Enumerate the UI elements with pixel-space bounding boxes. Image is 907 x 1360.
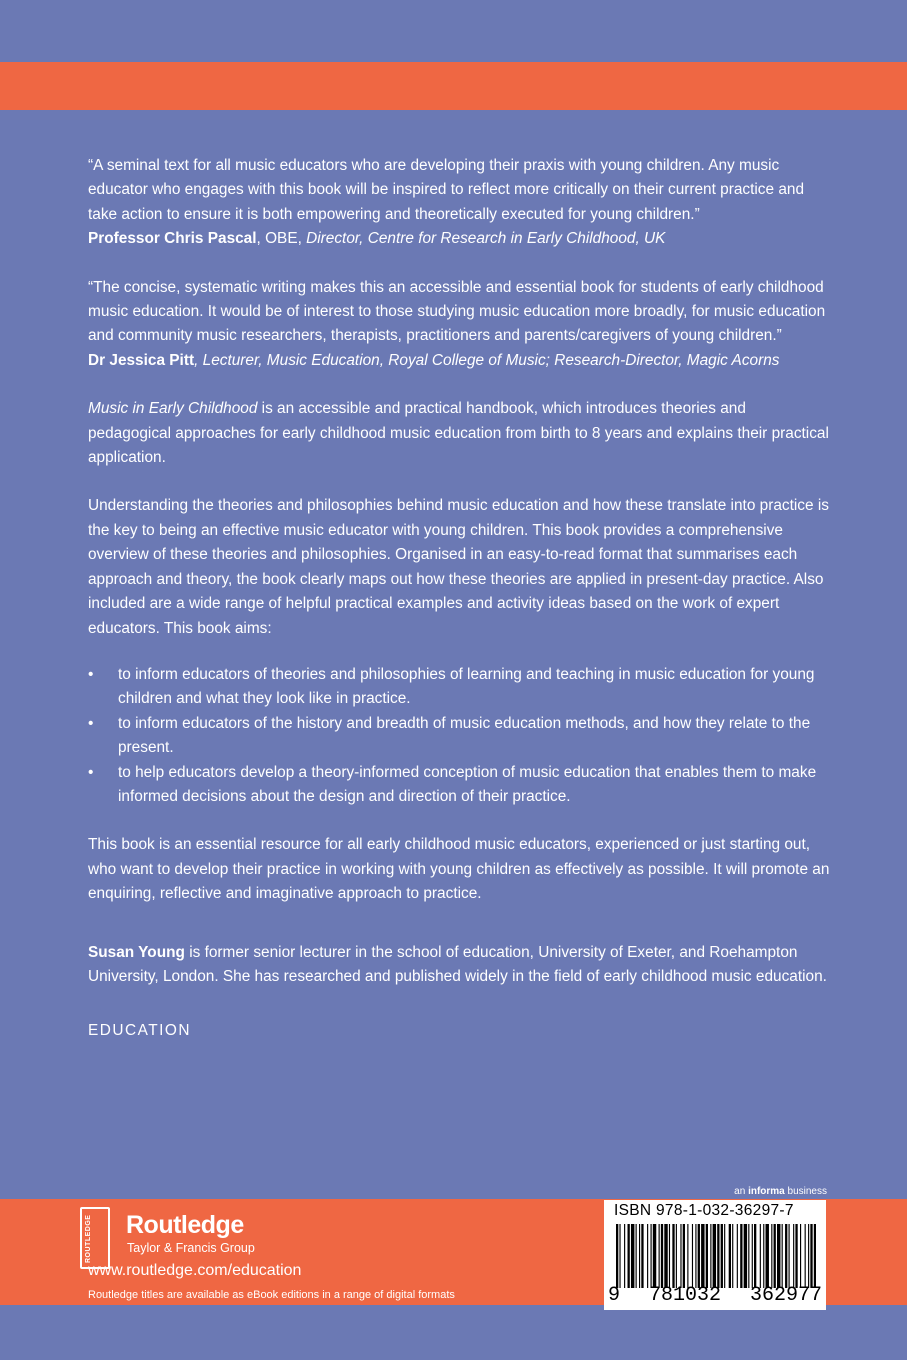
barcode-bars	[616, 1224, 816, 1288]
barcode-bar	[619, 1224, 620, 1288]
aims-list	[88, 663, 830, 809]
barcode-bar	[814, 1224, 816, 1288]
quote-pascal-role: Director, Centre for Research in Early Childhood, UK	[306, 230, 666, 248]
book-title: Music in Early Childhood	[88, 400, 258, 418]
barcode-bar	[721, 1224, 723, 1288]
isbn-barcode	[604, 1200, 826, 1310]
barcode-bar	[752, 1224, 753, 1288]
barcode-bar	[672, 1224, 674, 1288]
barcode-bar	[676, 1224, 677, 1288]
barcode-bar	[774, 1224, 776, 1288]
barcode-bar	[651, 1224, 652, 1288]
barcode-digit-group: 362977	[749, 1284, 822, 1307]
book-intro-text: is an accessible and practical handbook, which introduces theories and pedagogical approaches for early childhood music education from birth to 8 years and explains their practical application.	[88, 400, 829, 467]
barcode-bar	[710, 1224, 711, 1288]
barcode-bar	[729, 1224, 731, 1288]
publisher-group: Taylor & Francis Group	[127, 1241, 255, 1255]
barcode-bar	[713, 1224, 716, 1288]
barcode-bar	[717, 1224, 719, 1288]
barcode-bar	[805, 1224, 806, 1288]
ebook-note: Routledge titles are available as eBook editions in a range of digital formats	[88, 1289, 455, 1301]
aims-list-item: • to inform educators of the history and breadth of music education methods, and how they relate to the present.	[88, 712, 830, 761]
barcode-bar	[701, 1224, 704, 1288]
book-closing: This book is an essential resource for all early childhood music educators, experienced or just starting out, who want to develop their practice in working with young children as effectively as possible. It will promote an enquiring, reflective and imaginative approach to practice.	[88, 836, 830, 903]
informa-tagline: an informa business	[734, 1186, 827, 1197]
publisher-url[interactable]: www.routledge.com/education	[88, 1262, 302, 1279]
barcode-bar	[771, 1224, 772, 1288]
quote-pascal-attribution	[88, 227, 830, 251]
barcode-bar	[789, 1224, 790, 1288]
category-label: EDUCATION	[88, 1022, 191, 1040]
author-bio-text: is former senior lecturer in the school of education, University of Exeter, and Roehampton University, London. She has researched and published widely in the field of early childhood music education.	[88, 943, 827, 985]
barcode-bar	[624, 1224, 625, 1288]
barcode-bar	[766, 1224, 769, 1288]
barcode-bar	[777, 1224, 780, 1288]
barcode-bar	[754, 1224, 756, 1288]
quote-pitt-attribution	[88, 349, 830, 373]
barcode-bar	[740, 1224, 742, 1288]
barcode-bar	[782, 1224, 783, 1288]
barcode-bar	[631, 1224, 634, 1288]
barcode-bar	[760, 1224, 761, 1288]
barcode-bar	[706, 1224, 708, 1288]
quote-pascal: “A seminal text for all music educators who are developing their praxis with young children. Any music educator who engages with this book will be inspired to reflect more critically on their current practice and take action to ensure it is both empowering and theoretically executed for young children.”	[88, 157, 805, 223]
routledge-logo-text: ROUTLEDGE	[85, 1214, 92, 1264]
back-cover-text	[88, 154, 830, 1044]
barcode-bar	[810, 1224, 812, 1288]
barcode-bar	[695, 1224, 696, 1288]
barcode-bar	[698, 1224, 700, 1288]
top-orange-band	[0, 62, 907, 110]
barcode-bar	[647, 1224, 648, 1288]
barcode-bar	[641, 1224, 643, 1288]
barcode-bar	[763, 1224, 764, 1288]
barcode-bar	[692, 1224, 693, 1288]
author-bio	[88, 941, 830, 990]
barcode-digit-group: 9	[608, 1284, 621, 1307]
quote-pitt: “The concise, systematic writing makes this an accessible and essential book for students of early childhood music education. It would be of interest to those studying music education more broadly, for music education and community music researchers, therapists, practitioners and parents/caregivers of young children.”	[88, 278, 826, 345]
barcode-bar	[795, 1224, 797, 1288]
barcode-bar	[744, 1224, 747, 1288]
isbn-label: ISBN 978-1-032-36297-7	[614, 1202, 794, 1219]
barcode-bar	[732, 1224, 733, 1288]
author-name: Susan Young	[88, 943, 185, 961]
barcode-bar	[785, 1224, 787, 1288]
barcode-digits	[608, 1284, 822, 1307]
barcode-bar	[808, 1224, 809, 1288]
barcode-bar	[653, 1224, 656, 1288]
book-overview: Understanding the theories and philosophies behind music education and how these translate into practice is the key to being an effective music educator with young children. This book provides a comprehensive overview of these theories and philosophies. Organised in an easy-to-read format that summarises each approach and theory, the book clearly maps out how these theories are applied in present-day practice. Also included are a wide range of helpful practical examples and activity ideas based on the work of expert educators. This book aims:	[88, 497, 829, 637]
barcode-bar	[683, 1224, 685, 1288]
barcode-bar	[748, 1224, 749, 1288]
aims-list-item: • to help educators develop a theory-informed conception of music education that enables them to make informed decisions about the design and direction of their practice.	[88, 761, 830, 810]
barcode-bar	[724, 1224, 725, 1288]
barcode-bar	[737, 1224, 738, 1288]
barcode-bar	[669, 1224, 670, 1288]
barcode-bar	[639, 1224, 640, 1288]
quote-pitt-author: Dr Jessica Pitt	[88, 351, 195, 369]
barcode-bar	[628, 1224, 630, 1288]
barcode-bar	[616, 1224, 618, 1288]
barcode-bar	[664, 1224, 667, 1288]
barcode-digit-group: 781032	[648, 1284, 721, 1307]
barcode-bar	[661, 1224, 663, 1288]
barcode-bar	[680, 1224, 681, 1288]
publisher-name: Routledge	[126, 1211, 244, 1239]
aims-list-item: • to inform educators of theories and philosophies of learning and teaching in music education for young children and what they look like in practice.	[88, 663, 830, 712]
quote-pascal-honours: , OBE,	[256, 230, 307, 248]
quote-pitt-role: , Lecturer, Music Education, Royal College of Music; Research-Director, Magic Acorns	[194, 351, 780, 369]
barcode-bar	[636, 1224, 637, 1288]
book-intro	[88, 397, 830, 470]
barcode-bar	[687, 1224, 688, 1288]
quote-pascal-author: Professor Chris Pascal	[88, 230, 257, 248]
routledge-logo	[80, 1207, 110, 1269]
barcode-bar	[800, 1224, 801, 1288]
barcode-bar	[659, 1224, 660, 1288]
informa-brand: informa	[748, 1186, 785, 1197]
barcode-bar	[793, 1224, 794, 1288]
